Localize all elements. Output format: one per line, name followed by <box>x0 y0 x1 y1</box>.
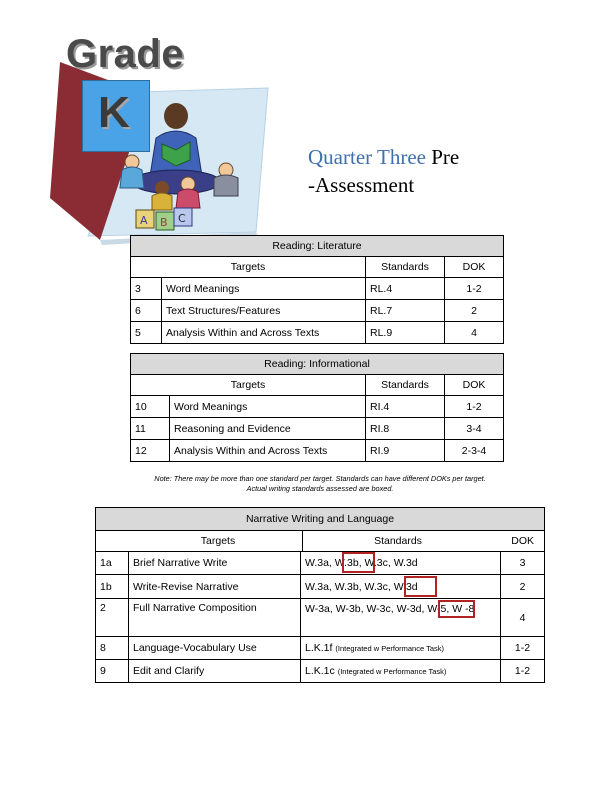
table-row: 3 Word Meanings RL.4 1-2 <box>131 278 504 300</box>
teacher-reading-clipart-icon <box>110 98 260 238</box>
table-row: 6 Text Structures/Features RL.7 2 <box>131 300 504 322</box>
table-note: Note: There may be more than one standard per target. Standards can have different DOKs per target. Actual writing standards assessed are boxed. <box>154 474 486 493</box>
column-header: Targets <box>131 375 366 396</box>
column-header: Standards <box>366 375 445 396</box>
reading-literature-table <box>130 235 504 344</box>
column-header: DOK <box>511 535 534 547</box>
boxed-standard-w3b <box>342 552 375 573</box>
reading-informational-table <box>130 353 504 462</box>
boxed-standard-w5 <box>438 600 475 618</box>
table-row: 5 Analysis Within and Across Texts RL.9 4 <box>131 322 504 344</box>
page-title-line1: Quarter Three Pre <box>308 145 460 169</box>
table-title: Reading: Literature <box>131 236 504 257</box>
table-title: Narrative Writing and Language <box>96 508 545 531</box>
grade-letter: K <box>98 88 130 137</box>
svg-text:A: A <box>140 214 148 227</box>
column-header: DOK <box>445 257 504 278</box>
table-title: Reading: Informational <box>131 354 504 375</box>
table-row: 10 Word Meanings RI.4 1-2 <box>131 396 504 418</box>
narrative-writing-rows <box>95 551 545 683</box>
table-row: 8 Language-Vocabulary Use L.K.1f (Integrated w Performance Task) 1-2 <box>96 637 545 660</box>
svg-text:B: B <box>160 216 168 229</box>
table-row: 9 Edit and Clarify L.K.1c (Integrated w Performance Task) 1-2 <box>96 660 545 683</box>
page-title-line2: -Assessment <box>308 173 415 197</box>
boxed-standard-w3d <box>404 576 437 597</box>
column-header: Standards <box>374 535 422 547</box>
table-row: 11 Reasoning and Evidence RI.8 3-4 <box>131 418 504 440</box>
column-header: Targets <box>134 531 303 552</box>
table-row: 2 Full Narrative Composition W-3a, W-3b, W-3c, W-3d, W-5, W -8 4 <box>96 599 545 637</box>
svg-text:C: C <box>178 212 186 225</box>
table-row: 1b Write-Revise Narrative W.3a, W.3b, W.3c, W.3d 2 <box>96 575 545 599</box>
alphabet-blocks-icon <box>136 208 192 230</box>
table-row: 12 Analysis Within and Across Texts RI.9 2-3-4 <box>131 440 504 462</box>
column-header: Targets <box>131 257 366 278</box>
column-header: Standards <box>366 257 445 278</box>
table-row: 1a Brief Narrative Write W.3a, W.3b, W.3c, W.3d 3 <box>96 552 545 575</box>
narrative-writing-table <box>95 507 545 552</box>
column-header: DOK <box>445 375 504 396</box>
grade-word: Grade <box>66 32 185 76</box>
